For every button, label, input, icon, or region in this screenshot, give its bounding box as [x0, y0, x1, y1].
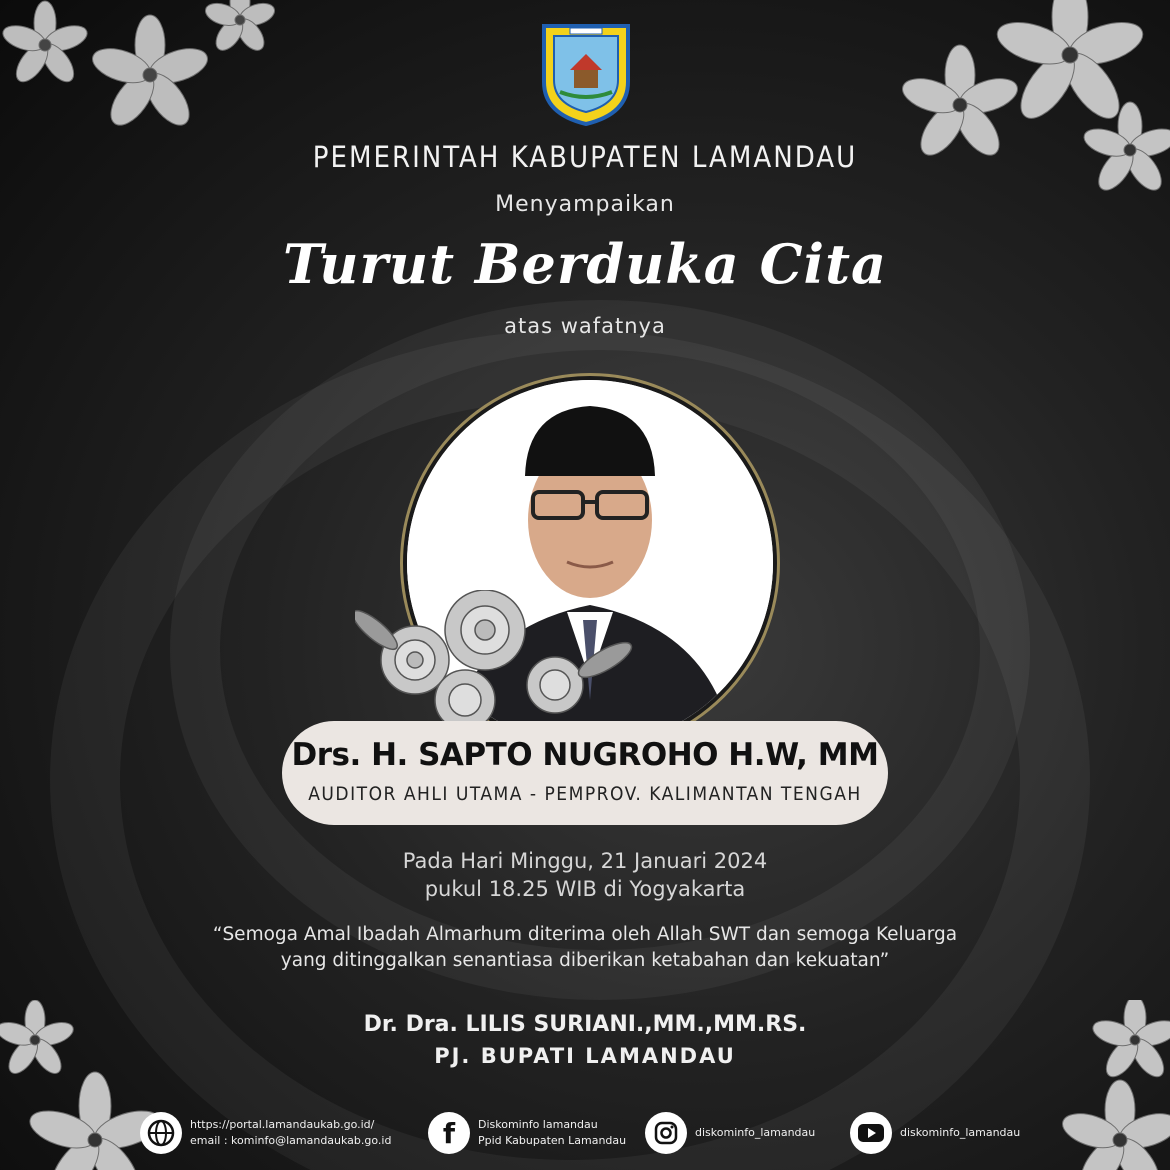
email-address[interactable]: email : kominfo@lamandaukab.go.id [190, 1134, 392, 1147]
facebook-account-2[interactable]: Ppid Kabupaten Lamandau [478, 1134, 627, 1147]
instagram-handle[interactable]: diskominfo_lamandau [695, 1126, 816, 1139]
signer-name: Dr. Dra. LILIS SURIANI.,MM.,MM.RS. [363, 1012, 807, 1037]
date-line-2: pukul 18.25 WIB di Yogyakarta [424, 877, 746, 901]
footer-website[interactable] [140, 1112, 391, 1154]
prayer-line-2: yang ditinggalkan senantiasa diberikan ketabahan dan kekuatan” [280, 950, 890, 971]
government-title: PEMERINTAH KABUPATEN LAMANDAU [312, 140, 858, 174]
date-line-1: Pada Hari Minggu, 21 Januari 2024 [402, 849, 768, 873]
regency-crest-logo [540, 20, 632, 128]
youtube-channel[interactable]: diskominfo_lamandau [900, 1126, 1021, 1139]
signer-title: PJ. BUPATI LAMANDAU [434, 1044, 736, 1068]
intro-text: Menyampaikan [495, 192, 675, 217]
footer-youtube[interactable] [850, 1112, 1020, 1154]
facebook-icon: f [428, 1112, 470, 1154]
youtube-icon [850, 1112, 892, 1154]
footer-instagram[interactable] [645, 1112, 815, 1154]
instagram-icon [645, 1112, 687, 1154]
globe-icon [140, 1112, 182, 1154]
deceased-name: Drs. H. SAPTO NUGROHO H.W, MM [291, 737, 879, 773]
prayer-line-1: “Semoga Amal Ibadah Almarhum diterima oleh Allah SWT dan semoga Keluarga [212, 924, 958, 945]
deceased-position: AUDITOR AHLI UTAMA - PEMPROV. KALIMANTAN TENGAH [308, 783, 862, 805]
name-plate [282, 721, 888, 825]
facebook-account-1[interactable]: Diskominfo lamandau [478, 1118, 598, 1131]
rose-bouquet [355, 590, 675, 740]
footer-facebook[interactable] [428, 1112, 626, 1154]
website-url[interactable]: https://portal.lamandaukab.go.id/ [190, 1118, 375, 1131]
headline: Turut Berduka Cita [282, 232, 888, 296]
subline-text: atas wafatnya [504, 314, 666, 338]
